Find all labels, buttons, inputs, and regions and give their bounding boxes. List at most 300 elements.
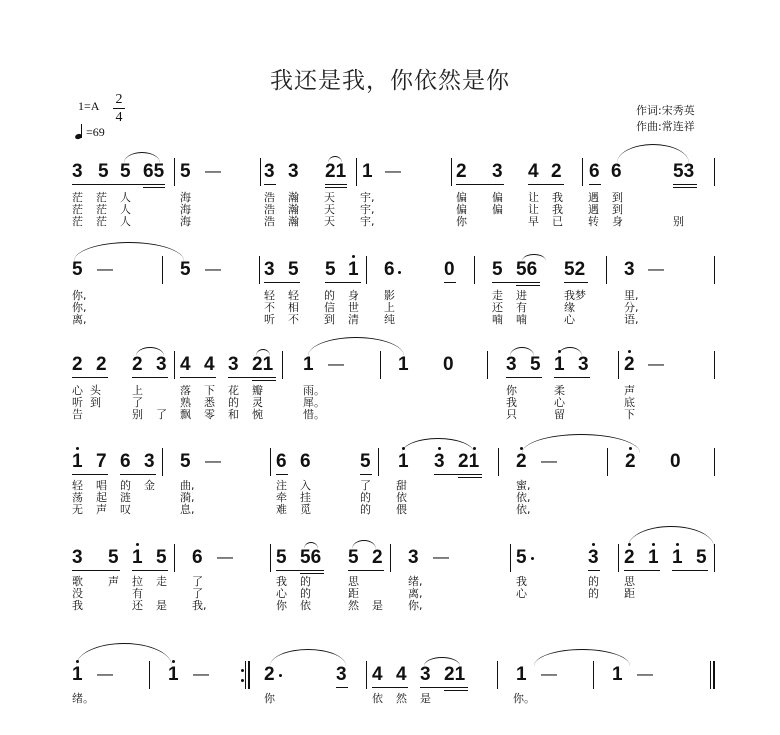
- lyric: 茫: [96, 203, 107, 216]
- dash: —: [648, 261, 664, 278]
- lyric: 有: [516, 301, 527, 314]
- lyric: 转: [588, 215, 599, 228]
- lyric: 歌: [72, 575, 83, 588]
- note: 52: [564, 259, 586, 280]
- note: 5: [530, 354, 541, 375]
- note: 6: [384, 259, 395, 280]
- lyric: 到: [324, 313, 335, 326]
- note: 4: [396, 664, 407, 685]
- lyric: 轻: [288, 289, 299, 302]
- note: 4: [180, 354, 191, 375]
- lyric: 到: [612, 191, 623, 204]
- note: 7: [96, 451, 107, 472]
- lyric: 没: [72, 587, 83, 600]
- barline: [174, 351, 175, 379]
- underline: [264, 184, 276, 185]
- note: 1: [516, 664, 527, 685]
- lyric: 我,: [192, 599, 207, 612]
- lyric: 下: [624, 408, 635, 421]
- note: 6: [611, 161, 622, 182]
- lyric: 头: [90, 384, 101, 397]
- dash: —: [193, 666, 209, 683]
- note: 4: [204, 354, 215, 375]
- lyric: 上: [384, 301, 395, 314]
- high-octave-dot: [136, 543, 139, 546]
- lyric: 你,: [72, 301, 87, 314]
- barline: [162, 448, 163, 476]
- lyric: 茫: [72, 215, 83, 228]
- note: 0: [444, 259, 455, 280]
- repeat-dot: [241, 679, 244, 682]
- note: 2: [96, 354, 107, 375]
- lyric: 飘: [180, 408, 191, 421]
- lyric: 浩: [264, 191, 275, 204]
- underline: [325, 187, 347, 188]
- lyric: 你。: [513, 692, 535, 705]
- lyric: 声: [108, 575, 119, 588]
- lyric: 惋: [252, 408, 263, 421]
- lyric: 息,: [180, 503, 195, 516]
- note: 3: [264, 259, 275, 280]
- barline: [593, 661, 594, 689]
- lyric: 距: [348, 587, 359, 600]
- tempo-value: =69: [86, 125, 105, 139]
- lyric: 的: [360, 491, 371, 504]
- barline: [606, 256, 607, 284]
- lyric: 有: [132, 587, 143, 600]
- time-signature-divider: [113, 108, 125, 109]
- underline: [336, 687, 348, 688]
- note: 5: [360, 451, 371, 472]
- slur: [617, 144, 689, 163]
- time-signature: [113, 92, 125, 125]
- lyric: 起: [96, 491, 107, 504]
- underline: [516, 285, 540, 286]
- underline: [180, 377, 216, 378]
- lyric: 花: [228, 384, 239, 397]
- repeat-barline-thin: [245, 661, 246, 689]
- lyric: 缘: [564, 301, 575, 314]
- note: 1: [612, 664, 623, 685]
- note: 65: [143, 161, 165, 182]
- note: 2: [264, 664, 275, 685]
- lyric: 宇,: [360, 215, 375, 228]
- slur: [270, 649, 346, 666]
- lyric: 心: [564, 313, 575, 326]
- note: 1: [672, 547, 683, 568]
- note: 5: [516, 547, 527, 568]
- note: 3: [434, 451, 445, 472]
- slur: [76, 643, 172, 666]
- lyric: 你: [506, 384, 517, 397]
- underline: [72, 474, 108, 475]
- score-system-6: [0, 665, 780, 735]
- underline: [72, 570, 120, 571]
- dash: —: [637, 666, 653, 683]
- barline: [380, 351, 381, 379]
- lyric: 的: [120, 479, 131, 492]
- lyric: 挂: [300, 491, 311, 504]
- underline: [372, 687, 408, 688]
- slur: [308, 337, 404, 356]
- underline: [325, 282, 361, 283]
- underline: [434, 474, 482, 475]
- note: 21: [458, 451, 480, 472]
- note: 3: [506, 354, 517, 375]
- note: 6: [300, 451, 311, 472]
- underline: [252, 380, 276, 381]
- time-signature-bottom: 4: [115, 110, 123, 125]
- note: 2: [72, 354, 83, 375]
- quarter-note-icon: [74, 124, 84, 140]
- lyric: 的: [300, 587, 311, 600]
- note: 21: [325, 161, 347, 182]
- note: 2: [625, 451, 636, 472]
- underline: [589, 184, 601, 185]
- lyric: 留: [554, 408, 565, 421]
- lyric: 的: [360, 503, 371, 516]
- barline: [714, 448, 715, 476]
- lyric: 不: [288, 313, 299, 326]
- note: 56: [516, 259, 538, 280]
- note: 3: [408, 547, 419, 568]
- note: 3: [624, 259, 635, 280]
- lyric: 入: [300, 479, 311, 492]
- lyric: 你,: [72, 289, 87, 302]
- underline: [325, 184, 347, 185]
- lyric: 依,: [516, 503, 531, 516]
- underline: [672, 570, 708, 571]
- lyric: 茫: [96, 191, 107, 204]
- barline: [618, 544, 619, 572]
- slur: [628, 526, 714, 547]
- underline: [528, 184, 564, 185]
- note: 3: [144, 451, 155, 472]
- slur: [522, 434, 640, 453]
- lyric: 下: [204, 384, 215, 397]
- barline: [390, 544, 391, 572]
- note: 1: [398, 451, 409, 472]
- dash: —: [205, 453, 221, 470]
- lyric: 瀚: [288, 215, 299, 228]
- lyric: 和: [228, 408, 239, 421]
- lyric: 柔: [554, 384, 565, 397]
- barline: [451, 158, 452, 186]
- lyric: 我: [552, 203, 563, 216]
- barline: [174, 158, 175, 186]
- lyric: 清: [348, 313, 359, 326]
- lyric: 你,: [408, 599, 423, 612]
- lyric: 漪,: [180, 491, 195, 504]
- underline: [673, 187, 697, 188]
- note: 1: [168, 664, 179, 685]
- dash: —: [205, 163, 221, 180]
- lyric: 了: [360, 479, 371, 492]
- final-barline-thin: [710, 661, 711, 689]
- lyric: 熟: [180, 396, 191, 409]
- barline: [487, 351, 488, 379]
- lyric: 的: [588, 587, 599, 600]
- lyric: 海: [180, 215, 191, 228]
- augmentation-dot: [531, 557, 534, 560]
- slur: [558, 347, 582, 356]
- lyric: 心: [276, 587, 287, 600]
- lyric: 底: [624, 396, 635, 409]
- underline: [588, 570, 600, 571]
- lyric: 依: [372, 692, 383, 705]
- lyric: 瀚: [288, 203, 299, 216]
- lyric: 然: [348, 599, 359, 612]
- lyric: 依: [396, 491, 407, 504]
- lyric: 灵: [252, 396, 263, 409]
- lyric: 天: [324, 203, 335, 216]
- note: 3: [288, 161, 299, 182]
- barline: [714, 544, 715, 572]
- underline: [228, 377, 276, 378]
- lyric: 茫: [96, 215, 107, 228]
- lyric: 离,: [72, 313, 87, 326]
- lyric: 还: [492, 301, 503, 314]
- key-signature: 1=A: [78, 99, 100, 113]
- underline: [72, 377, 108, 378]
- note: 5: [180, 259, 191, 280]
- note: 2: [456, 161, 467, 182]
- note: 1: [132, 547, 143, 568]
- lyric: 我: [516, 575, 527, 588]
- slur: [304, 542, 318, 549]
- lyric: 偏: [492, 191, 503, 204]
- lyric: 拉: [132, 575, 143, 588]
- lyric: 茫: [72, 191, 83, 204]
- underline: [506, 377, 542, 378]
- lyric: 已: [552, 215, 563, 228]
- lyric: 身: [612, 215, 623, 228]
- dash: —: [433, 549, 449, 566]
- underline: [564, 282, 588, 283]
- note: 1: [398, 354, 409, 375]
- slur: [74, 242, 184, 261]
- underline: [132, 377, 168, 378]
- note: 5: [156, 547, 167, 568]
- lyric: 上: [132, 384, 143, 397]
- note: 3: [336, 664, 347, 685]
- lyric: 蜜,: [516, 479, 531, 492]
- lyric: 依: [300, 599, 311, 612]
- underline: [420, 687, 468, 688]
- note: 5: [696, 547, 707, 568]
- note: 21: [444, 664, 466, 685]
- lyric: 我: [276, 575, 287, 588]
- lyric: 依,: [516, 491, 531, 504]
- note: 3: [72, 161, 83, 182]
- barline: [714, 158, 715, 186]
- slur: [402, 438, 474, 453]
- barline: [607, 448, 608, 476]
- lyric: 曲,: [180, 479, 195, 492]
- underline: [348, 570, 384, 571]
- lyric: 到: [90, 396, 101, 409]
- note: 3: [72, 547, 83, 568]
- barline: [356, 158, 357, 186]
- lyric: 人: [120, 203, 131, 216]
- underline: [120, 474, 156, 475]
- slur: [424, 657, 460, 666]
- lyric: 绪。: [72, 692, 94, 705]
- lyric: 瓣: [252, 384, 263, 397]
- lyric: 只: [506, 408, 517, 421]
- note: 5: [348, 547, 359, 568]
- slur: [510, 347, 534, 356]
- dash: —: [648, 356, 664, 373]
- note: 3: [228, 354, 239, 375]
- high-octave-dot: [352, 255, 355, 258]
- dash: —: [97, 261, 113, 278]
- note: 21: [252, 354, 274, 375]
- note: 4: [528, 161, 539, 182]
- lyric: 落: [180, 384, 191, 397]
- underline: [143, 187, 165, 188]
- underline: [444, 690, 468, 691]
- underline: [673, 184, 697, 185]
- lyric: 声: [96, 503, 107, 516]
- note: 1: [303, 354, 314, 375]
- lyric: 无: [72, 503, 83, 516]
- underline: [360, 474, 372, 475]
- lyric: 宇,: [360, 191, 375, 204]
- barline: [618, 351, 619, 379]
- barline: [174, 544, 175, 572]
- final-barline-thick: [713, 661, 715, 689]
- lyric: 浩: [264, 203, 275, 216]
- lyric: 牵: [276, 491, 287, 504]
- lyric: 到: [612, 203, 623, 216]
- lyric: 注: [276, 479, 287, 492]
- note: 5: [72, 259, 83, 280]
- repeat-dot: [241, 669, 244, 672]
- lyric: 叹: [120, 503, 131, 516]
- lyric: 你: [276, 599, 287, 612]
- lyric: 我: [506, 396, 517, 409]
- slur: [352, 540, 376, 549]
- lyric: 了: [192, 587, 203, 600]
- score-system-1: [0, 162, 780, 237]
- lyric: 分,: [624, 301, 639, 314]
- underline: [554, 377, 590, 378]
- note: 1: [348, 259, 359, 280]
- high-octave-dot: [172, 660, 175, 663]
- note: 3: [156, 354, 167, 375]
- lyric: 轻: [264, 289, 275, 302]
- lyric: 惜。: [303, 408, 325, 421]
- note: 1: [362, 161, 373, 182]
- barline: [582, 158, 583, 186]
- high-octave-dot: [628, 350, 631, 353]
- lyric: 思: [624, 575, 635, 588]
- lyric: 然: [396, 692, 407, 705]
- slur: [124, 152, 160, 163]
- lyric: 甜: [396, 479, 407, 492]
- lyric: 是: [372, 599, 383, 612]
- barline: [270, 544, 271, 572]
- note: 2: [551, 161, 562, 182]
- lyric: 喃: [516, 313, 527, 326]
- lyric: 海: [180, 191, 191, 204]
- lyric: 了: [192, 575, 203, 588]
- lyric: 茫: [72, 203, 83, 216]
- slur: [256, 349, 270, 356]
- note: 5: [276, 547, 287, 568]
- note: 5: [98, 161, 109, 182]
- note: 3: [588, 547, 599, 568]
- note: 5: [325, 259, 336, 280]
- lyric: 是: [156, 599, 167, 612]
- note: 2: [624, 354, 635, 375]
- lyric: 让: [528, 203, 539, 216]
- lyric: 是: [420, 692, 431, 705]
- augmentation-dot: [398, 271, 401, 274]
- lyric: 信: [324, 301, 335, 314]
- credits: [636, 103, 695, 135]
- note: 3: [578, 354, 589, 375]
- lyricist: 作词:宋秀英: [636, 104, 695, 117]
- lyric: 心: [72, 384, 83, 397]
- lyric: 不: [264, 301, 275, 314]
- barline: [149, 661, 150, 689]
- lyric: 天: [324, 191, 335, 204]
- lyric: 你: [264, 692, 275, 705]
- dash: —: [97, 666, 113, 683]
- barline: [366, 256, 367, 284]
- barline: [497, 661, 498, 689]
- lyric: 思: [348, 575, 359, 588]
- barline: [474, 256, 475, 284]
- lyric: 了: [132, 396, 143, 409]
- note: 2: [516, 451, 527, 472]
- dash: —: [328, 356, 344, 373]
- slur: [136, 347, 164, 356]
- barline: [260, 158, 261, 186]
- barline: [270, 448, 271, 476]
- dash: —: [217, 549, 233, 566]
- underline: [624, 570, 660, 571]
- lyric: 天: [324, 215, 335, 228]
- augmentation-dot: [279, 674, 282, 677]
- dash: —: [385, 163, 401, 180]
- note: 53: [673, 161, 695, 182]
- note: 3: [492, 161, 503, 182]
- lyric: 别: [132, 408, 143, 421]
- barline: [366, 661, 367, 689]
- note: 3: [420, 664, 431, 685]
- lyric: 悉: [204, 396, 215, 409]
- lyric: 遇: [588, 191, 599, 204]
- barline: [714, 256, 715, 284]
- underline: [72, 184, 165, 185]
- lyric: 听: [72, 396, 83, 409]
- repeat-barline-thick: [248, 661, 250, 689]
- underline: [276, 474, 288, 475]
- lyric: 唱: [96, 479, 107, 492]
- lyric: 难: [276, 503, 287, 516]
- lyric: 告: [72, 408, 83, 421]
- lyric: 影: [384, 289, 395, 302]
- score-system-4: [0, 452, 780, 522]
- lyric: 走: [492, 289, 503, 302]
- lyric: 的: [588, 575, 599, 588]
- lyric: 宇,: [360, 203, 375, 216]
- lyric: 我: [552, 191, 563, 204]
- note: 5: [180, 451, 191, 472]
